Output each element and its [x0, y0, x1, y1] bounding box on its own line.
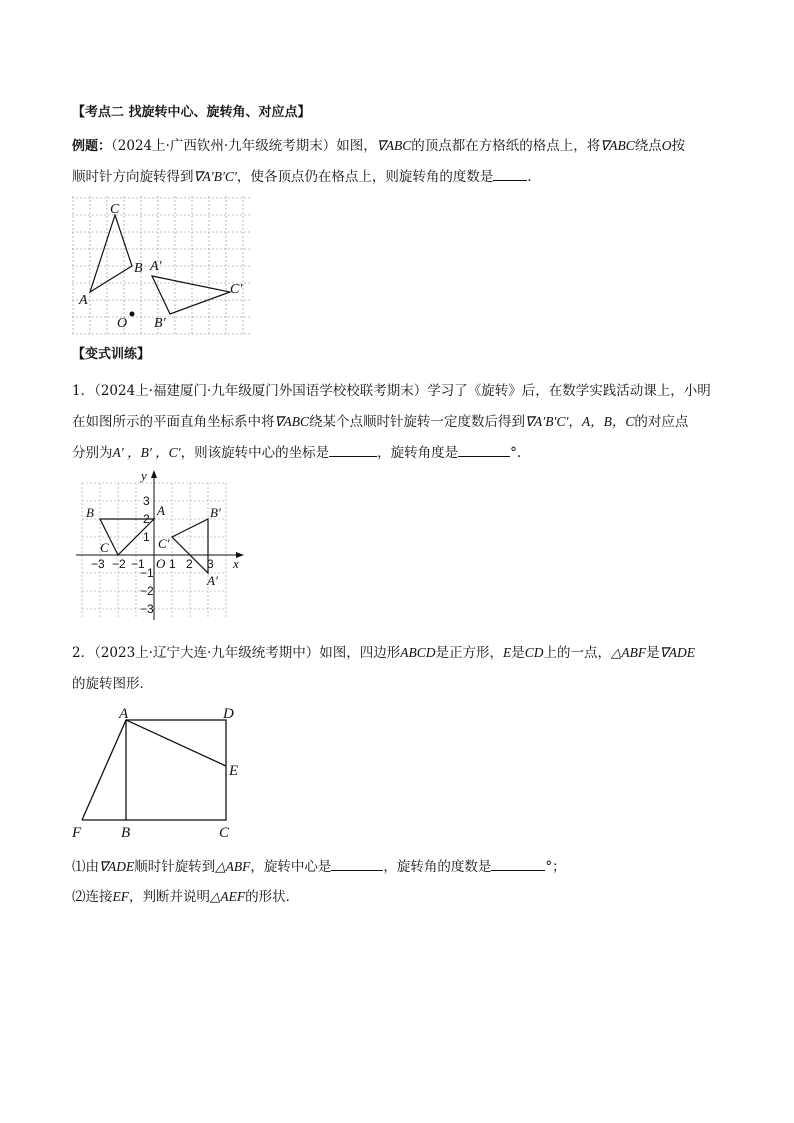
example-line-1	[72, 136, 685, 157]
answer-blank[interactable]	[493, 166, 527, 181]
x-tick-2: 2	[186, 557, 193, 571]
example-line-2	[72, 166, 541, 187]
triangle-abc: ∇ABC	[376, 138, 412, 153]
q1-text: ，旋转角度是	[377, 445, 459, 461]
label-c-prime: C′	[230, 282, 243, 297]
answer-blank-angle[interactable]	[458, 442, 510, 457]
example-label: 例题：	[72, 139, 112, 154]
label-a: A	[157, 503, 165, 518]
example-text: 顺时针方向旋转得到	[72, 169, 194, 185]
q2-text: 的形状．	[245, 889, 300, 905]
x-tick-neg1: −1	[131, 557, 145, 571]
figure-coordinate-plane	[76, 468, 248, 620]
q2-text: ⑵连接	[72, 889, 113, 905]
example-text: 的顶点都在方格纸的格点上，将	[411, 138, 601, 154]
q1-text: 的对应点	[634, 414, 689, 430]
q1-text: °.	[510, 445, 522, 461]
triangle-a1b1c1: ∇A′B′C′	[525, 414, 569, 429]
example-text: 绕点	[634, 138, 662, 154]
label-o: O	[117, 316, 128, 331]
label-c: C	[100, 540, 109, 555]
x-tick-3: 3	[207, 557, 214, 571]
label-b: B	[86, 505, 94, 520]
label-a: A	[79, 293, 88, 308]
figure-square-rotation	[66, 704, 256, 844]
answer-blank-center[interactable]	[329, 442, 377, 457]
q2-text: °；	[545, 859, 566, 875]
label-d: D	[223, 706, 234, 722]
q2-text: 2．（2023上·辽宁大连·九年级统考期中）如图，四边形	[72, 645, 401, 661]
segment-af	[82, 720, 126, 820]
label-e: E	[229, 763, 239, 779]
triangle-a1b1c1: ∇A′B′C′	[193, 169, 237, 184]
x-tick-neg3: −3	[91, 557, 105, 571]
q2-text: 是	[511, 645, 525, 661]
q2-sub-1	[72, 856, 566, 877]
q1-line-1: 1．（2024上·福建厦门·九年级厦门外国语学校校联考期末）学习了《旋转》后，在数学实践活动课上，小明	[72, 383, 711, 399]
label-b: B	[134, 261, 143, 276]
triangle-ade: ∇ADE	[99, 859, 135, 874]
q1-line-3	[72, 442, 521, 463]
q2-text: ，旋转中心是	[250, 859, 332, 875]
q1-text: 绕某个点顺时针旋转一定度数后得到	[309, 414, 526, 430]
label-c: C	[219, 825, 230, 841]
segment-ae	[126, 720, 226, 766]
q2-text: ，旋转角的度数是	[383, 859, 492, 875]
answer-blank-angle[interactable]	[491, 856, 545, 871]
q2-sub-2	[72, 887, 299, 907]
label-c-prime: C′	[158, 536, 170, 551]
example-source: （2024上·广西钦州·九年级统考期末）	[111, 138, 337, 154]
triangle-abc: ∇ABC	[274, 414, 310, 429]
practice-title: 【变式训练】	[72, 347, 151, 362]
y-tick-neg2: −2	[140, 584, 154, 598]
y-tick-neg3: −3	[140, 602, 154, 616]
x-tick-neg2: −2	[112, 557, 126, 571]
y-tick-1: 1	[143, 530, 150, 544]
segment-ef: EF	[112, 889, 129, 904]
square-abcd-shape	[126, 720, 226, 820]
q1-line-2	[72, 412, 688, 432]
x-axis-label: x	[233, 556, 239, 571]
points-abc: A，B，C	[581, 414, 635, 429]
q2-text: 顺时针旋转到	[134, 859, 216, 875]
triangle-abf: △ABF	[611, 645, 647, 660]
q1-text: ，	[568, 414, 582, 430]
points-prime: A′ ，B′ ，C′	[112, 445, 181, 460]
q2-text: 是正方形，	[435, 645, 504, 661]
example-text: ．	[527, 169, 541, 185]
triangle-abc: ∇ABC	[600, 138, 635, 153]
label-b: B	[121, 825, 131, 841]
label-b-prime: B′	[154, 316, 166, 331]
label-a-prime: A′	[150, 259, 162, 274]
triangle-abf: △ABF	[215, 859, 251, 874]
triangle-ade: ∇ADE	[659, 645, 695, 660]
q2-text: ⑴由	[72, 859, 99, 875]
y-axis-label: y	[141, 468, 147, 483]
q2-line-2: 的旋转图形．	[72, 676, 153, 692]
point-o-dot	[130, 312, 135, 317]
y-axis-arrow	[151, 470, 157, 478]
q1-text: 分别为	[72, 445, 113, 461]
triangle-abc-shape	[90, 215, 132, 292]
example-text: 如图，	[336, 138, 377, 154]
q2-line-1	[72, 643, 695, 663]
q2-text: 是	[646, 645, 660, 661]
y-tick-neg1: −1	[140, 566, 154, 580]
example-text: ，使各顶点仍在格点上，则旋转角的度数是	[236, 169, 494, 185]
q1-text: 在如图所示的平面直角坐标系中将	[72, 414, 275, 430]
label-b-prime: B′	[210, 505, 221, 520]
y-tick-2: 2	[143, 512, 150, 526]
label-a-prime: A′	[207, 573, 218, 588]
triangle-aef: △AEF	[210, 889, 246, 904]
x-tick-1: 1	[169, 557, 176, 571]
square-abcd: ABCD	[400, 645, 436, 660]
section-title: 【考点二 找旋转中心、旋转角、对应点】	[72, 105, 311, 120]
q2-text: 上的一点，	[543, 645, 612, 661]
label-c: C	[110, 202, 120, 217]
triangle-a1b1c1-shape	[152, 276, 230, 314]
segment-cd: CD	[524, 645, 544, 660]
example-text: 按	[671, 138, 686, 154]
answer-blank-center[interactable]	[331, 856, 383, 871]
figure-grid-rotation	[72, 196, 252, 336]
point-o: O	[661, 138, 672, 153]
label-a: A	[119, 706, 129, 722]
point-e: E	[503, 645, 512, 660]
q2-text: ，判断并说明	[129, 889, 210, 905]
y-tick-3: 3	[143, 494, 150, 508]
label-f: F	[72, 825, 82, 841]
q1-text: ，则该旋转中心的坐标是	[180, 445, 330, 461]
origin-label: O	[156, 556, 166, 571]
